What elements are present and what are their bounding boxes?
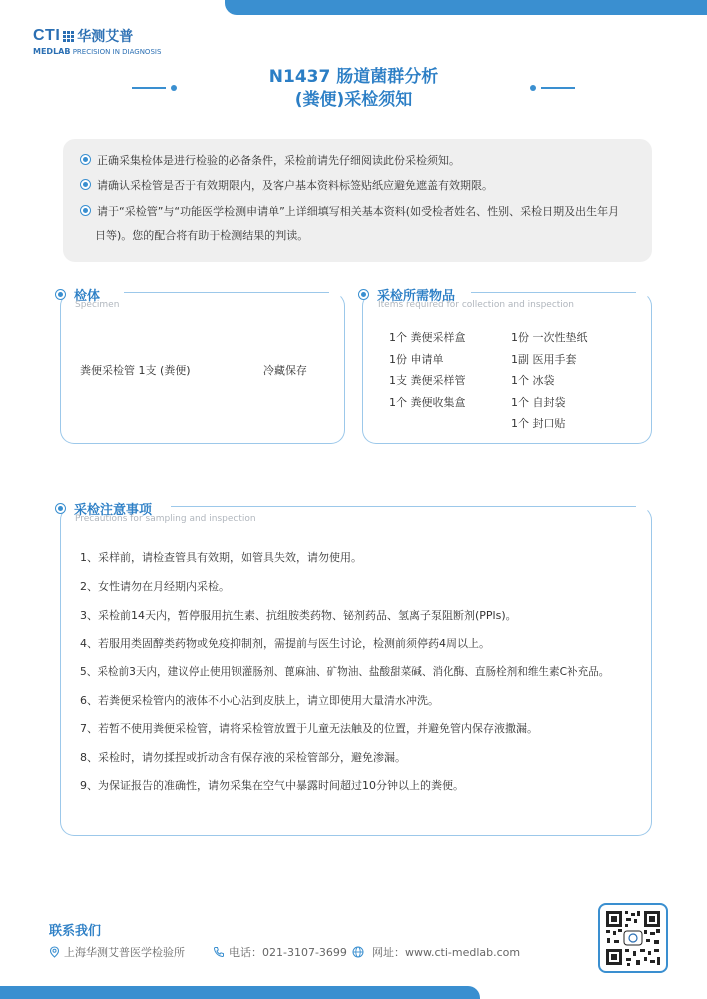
specimen-storage: 冷藏保存 xyxy=(263,364,307,377)
bullet-icon xyxy=(80,179,91,190)
specimen-item: 粪便采检管 1支 (粪便) xyxy=(80,364,191,377)
top-accent-bar xyxy=(225,0,707,15)
items-right-list xyxy=(511,327,588,435)
precautions-subtitle: Precautions for sampling and inspection xyxy=(75,514,256,524)
qr-code-icon xyxy=(600,905,666,971)
contact-phone xyxy=(213,944,347,960)
phone-icon xyxy=(213,946,225,958)
bottom-accent-bar xyxy=(0,986,480,999)
specimen-title: 检体 xyxy=(74,289,101,304)
title-deco-right-line xyxy=(541,87,575,89)
precaution-item: 6、若粪便采检管内的液体不小心沾到皮肤上，请立即使用大量清水冲洗。 xyxy=(80,694,439,707)
contact-web[interactable] xyxy=(352,944,520,960)
precaution-item: 1、采样前，请检查管具有效期，如管具失效，请勿使用。 xyxy=(80,551,362,564)
page-title-line1: N1437 肠道菌群分析 xyxy=(268,67,439,87)
qr-code xyxy=(598,903,668,973)
globe-icon xyxy=(352,946,364,958)
bullet-icon xyxy=(80,205,91,216)
contact-web-text[interactable]: 网址：www.cti-medlab.com xyxy=(372,946,521,959)
precaution-item: 3、采检前14天内，暂停服用抗生素、抗组胺类药物、铋剂药品、氢离子泵阻断剂(PPls)。 xyxy=(80,609,517,622)
page-title xyxy=(0,66,707,112)
logo-tagline: PRECISION IN DIAGNOSIS xyxy=(72,48,162,56)
precaution-item: 2、女性请勿在月经期内采检。 xyxy=(80,580,230,593)
list-item: 1份 申请单 xyxy=(389,352,444,366)
precaution-item: 5、采检前3天内，建议停止使用钡灌肠剂、蓖麻油、矿物油、盐酸甜菜碱、消化酶、直肠栓剂和维生素C补充品。 xyxy=(80,666,610,678)
contact-address-text: 上海华测艾普医学检验所 xyxy=(64,946,185,959)
items-box-top-line xyxy=(471,292,636,293)
specimen-box-top-line xyxy=(124,292,329,293)
items-title: 采检所需物品 xyxy=(377,289,456,304)
notice-box xyxy=(63,139,652,262)
logo-medlab: MEDLAB xyxy=(33,47,71,56)
list-item: 1个 封口贴 xyxy=(511,417,566,430)
contact-title: 联系我们 xyxy=(49,924,102,939)
list-item: 1个 粪便收集盒 xyxy=(389,395,466,409)
logo-chinese-name: 华测艾普 xyxy=(77,29,134,45)
contact-address xyxy=(49,944,185,960)
contact-phone-text: 电话：021-3107-3699 xyxy=(229,946,347,959)
logo-subline xyxy=(33,47,161,56)
logo-dots-icon xyxy=(63,31,74,42)
bullet-icon xyxy=(80,154,91,165)
bullet-icon xyxy=(55,289,66,300)
list-item: 1个 自封袋 xyxy=(511,395,566,409)
notice-item: 正确采集检体是进行检验的必备条件，采检前请先仔细阅读此份采检须知。 xyxy=(80,149,640,172)
list-item: 1支 粪便采样管 xyxy=(389,374,466,387)
notice-item-continued: 日等)。您的配合将有助于检测结果的判读。 xyxy=(95,229,309,242)
precaution-item: 7、若暂不使用粪便采检管，请将采检管放置于儿童无法触及的位置，并避免管内保存液撒漏。 xyxy=(80,722,538,735)
precautions-title: 采检注意事项 xyxy=(74,503,153,518)
items-left-list xyxy=(389,327,466,413)
bullet-icon xyxy=(55,503,66,514)
precaution-item: 9、为保证报告的准确性，请勿采集在空气中暴露时间超过10分钟以上的粪便。 xyxy=(80,779,464,792)
location-pin-icon xyxy=(49,946,60,958)
page-title-line2: (粪便)采检须知 xyxy=(294,90,413,110)
specimen-subtitle: Specimen xyxy=(75,300,120,310)
list-item: 1个 冰袋 xyxy=(511,374,555,387)
precaution-item: 4、若服用类固醇类药物或免疫抑制剂，需提前与医生讨论，检测前须停药4周以上。 xyxy=(80,637,490,650)
list-item: 1副 医用手套 xyxy=(511,352,577,366)
precautions-box-top-line xyxy=(171,506,636,507)
bullet-icon xyxy=(358,289,369,300)
list-item: 1个 粪便采样盒 xyxy=(389,331,466,344)
title-deco-left-line xyxy=(132,87,166,89)
items-subtitle: Items required for collection and inspection xyxy=(378,300,575,310)
logo xyxy=(33,26,161,56)
list-item: 1份 一次性垫纸 xyxy=(511,331,588,344)
notice-item: 请确认采检管是否于有效期限内，及客户基本资料标签贴纸应避免遮盖有效期限。 xyxy=(80,174,640,197)
precaution-item: 8、采检时，请勿揉捏或折动含有保存液的采检管部分，避免渗漏。 xyxy=(80,751,406,764)
title-deco-right-dot xyxy=(530,85,536,91)
logo-cti: CTI xyxy=(33,27,61,44)
title-deco-left-dot xyxy=(171,85,177,91)
notice-item: 请于“采检管”与“功能医学检测申请单”上详细填写相关基本资料(如受检者姓名、性别、采检日期及出生年月 xyxy=(80,200,640,223)
